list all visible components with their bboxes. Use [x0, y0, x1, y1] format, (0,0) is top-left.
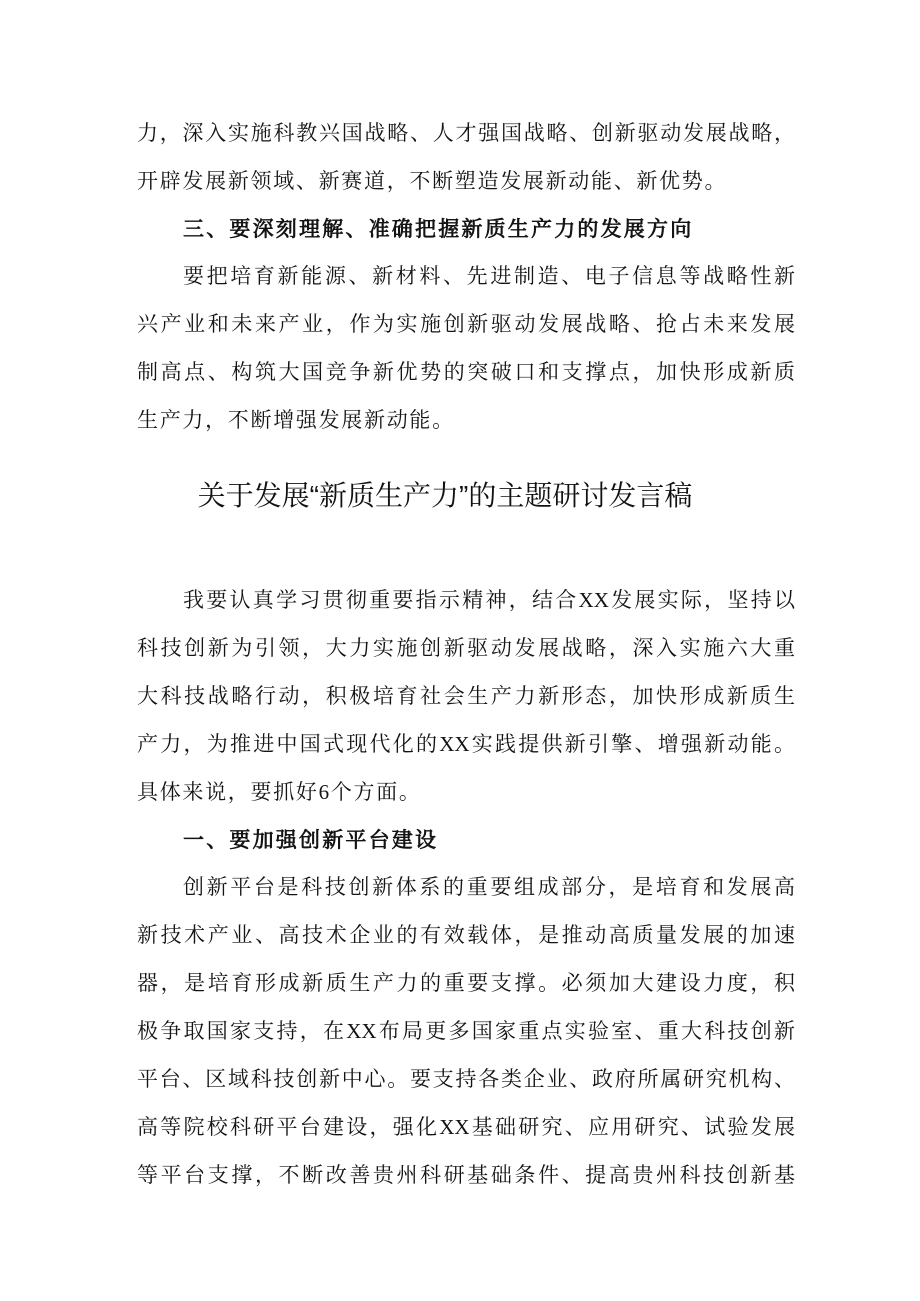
paragraph-line: 大科技战略行动，积极培育社会生产力新形态，加快形成新质生: [137, 684, 795, 708]
paragraph-line: 力，深入实施科教兴国战略、人才强国战略、创新驱动发展战略，: [137, 121, 795, 145]
paragraph-line: 等平台支撑，不断改善贵州科研基础条件、提高贵州科技创新基: [137, 1163, 795, 1187]
paragraph-line: 新技术产业、高技术企业的有效载体，是推动高质量发展的加速: [137, 923, 795, 947]
article-title: 关于发展“新质生产力”的主题研讨发言稿: [197, 480, 693, 511]
paragraph-line: 生产力，不断增强发展新动能。: [137, 408, 455, 432]
paragraph-line: 具体来说，要抓好6个方面。: [137, 780, 422, 804]
paragraph-line: 产力，为推进中国式现代化的XX实践提供新引擎、增强新动能。: [137, 732, 795, 756]
paragraph-line: 器，是培育形成新质生产力的重要支撑。必须加大建设力度，积: [137, 971, 795, 995]
section-heading: 一、要加强创新平台建设: [183, 828, 439, 852]
paragraph-line: 要把培育新能源、新材料、先进制造、电子信息等战略性新: [183, 264, 795, 288]
paragraph-line: 创新平台是科技创新体系的重要组成部分，是培育和发展高: [183, 875, 795, 899]
paragraph-line: 开辟发展新领域、新赛道，不断塑造发展新动能、新优势。: [137, 169, 728, 193]
section-heading: 三、要深刻理解、准确把握新质生产力的发展方向: [183, 217, 694, 241]
paragraph-line: 平台、区域科技创新中心。要支持各类企业、政府所属研究机构、: [137, 1067, 795, 1091]
paragraph-line: 科技创新为引领，大力实施创新驱动发展战略，深入实施六大重: [137, 636, 795, 660]
paragraph-line: 高等院校科研平台建设，强化XX基础研究、应用研究、试验发展: [137, 1115, 795, 1139]
paragraph-line: 极争取国家支持，在XX布局更多国家重点实验室、重大科技创新: [137, 1019, 795, 1043]
paragraph-line: 我要认真学习贯彻重要指示精神，结合XX发展实际，坚持以: [183, 588, 795, 612]
paragraph-line: 兴产业和未来产业，作为实施创新驱动发展战略、抢占未来发展: [137, 312, 795, 336]
paragraph-line: 制高点、构筑大国竞争新优势的突破口和支撑点，加快形成新质: [137, 360, 795, 384]
